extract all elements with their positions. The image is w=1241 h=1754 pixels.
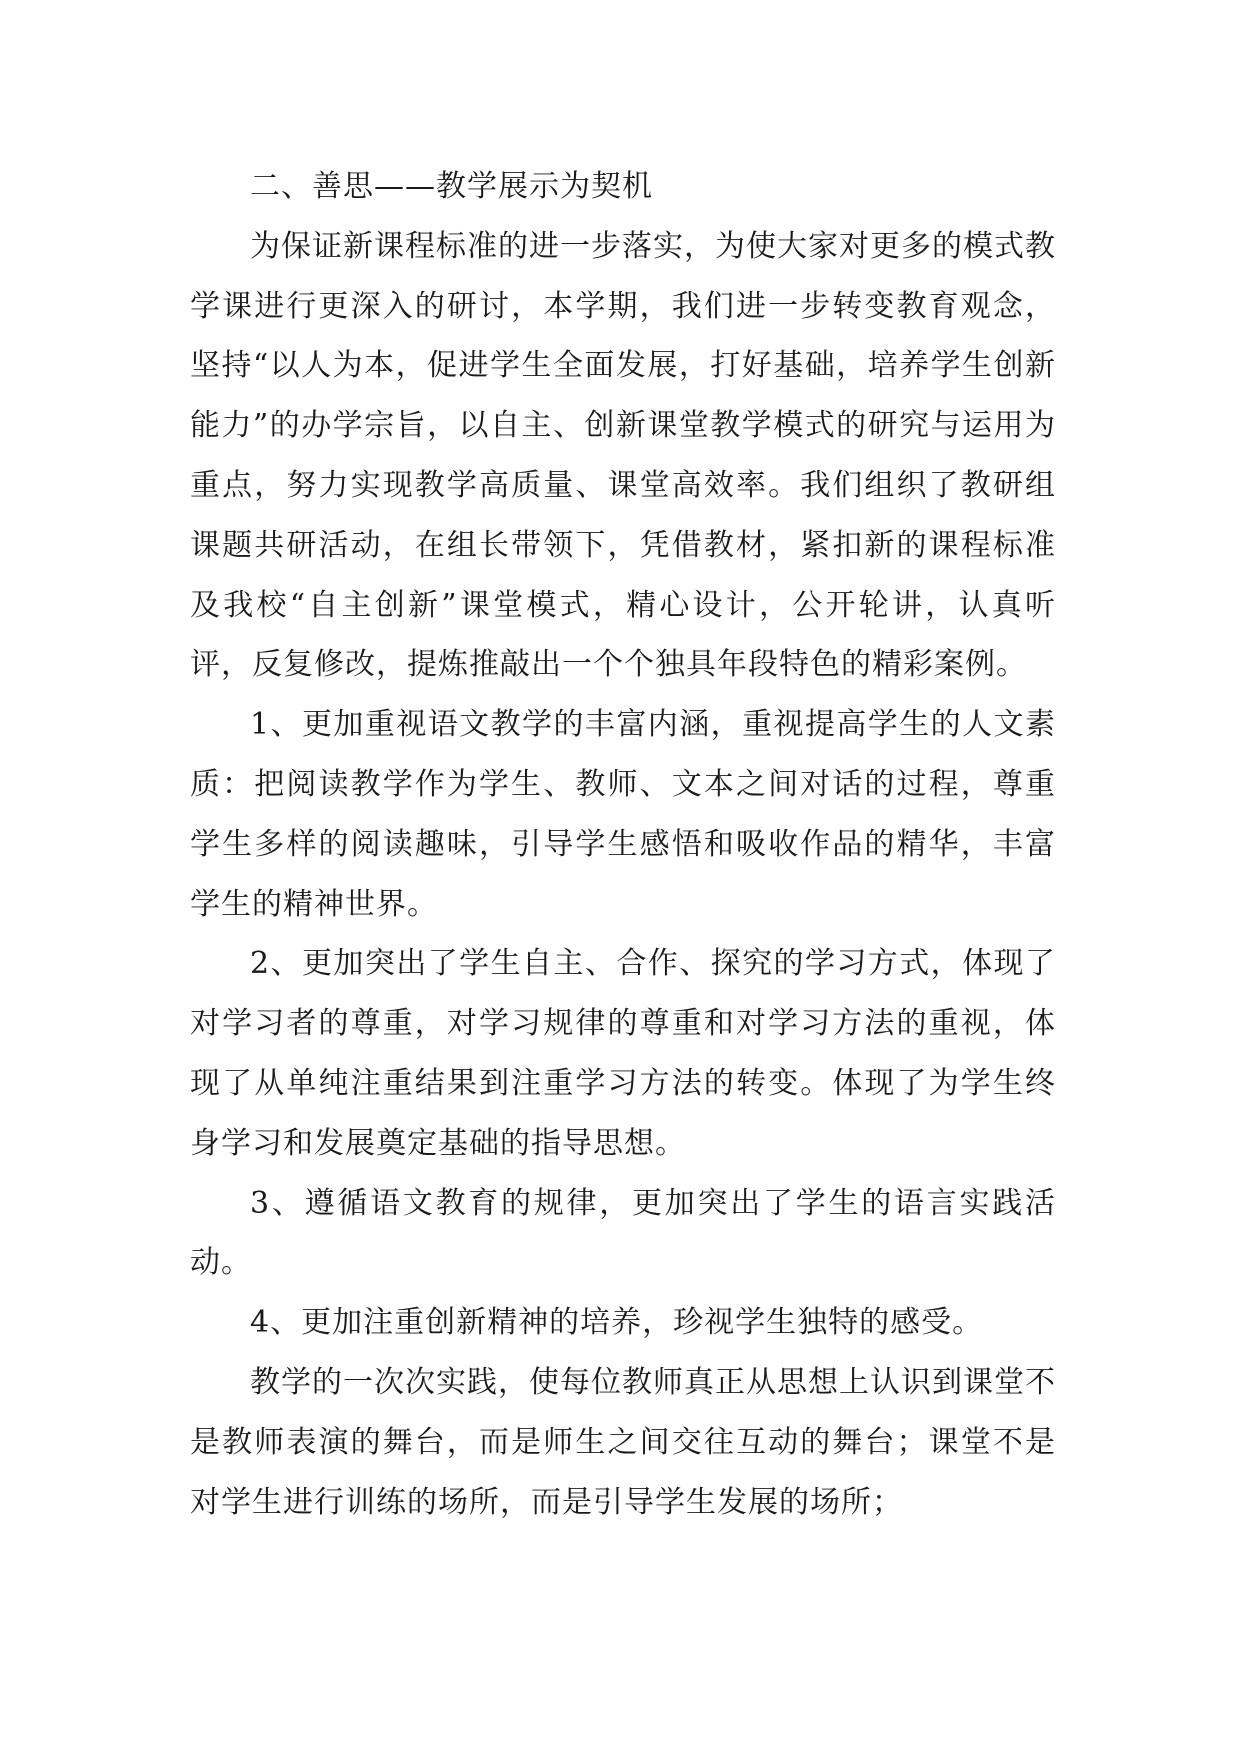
document-body <box>190 157 1056 1532</box>
paragraph-conclusion: 教学的一次次实践，使每位教师真正从思想上认识到课堂不是教师表演的舞台，而是师生之间交往互动的舞台；课堂不是对学生进行训练的场所，而是引导学生发展的场所； <box>190 1364 1056 1520</box>
paragraph-point-4: 4、更加注重创新精神的培养，珍视学生独特的感受。 <box>250 1305 984 1341</box>
paragraph-point-2: 2、更加突出了学生自主、合作、探究的学习方式，体现了对学习者的尊重，对学习规律的尊重和对学习方法的重视，体现了从单纯注重结果到注重学习方法的转变。体现了为学生终身学习和发展奠定基础的指导思想。 <box>190 946 1056 1161</box>
section-heading: 二、善思——教学展示为契机 <box>250 169 653 204</box>
paragraph-point-1: 1、更加重视语文教学的丰富内涵，重视提高学生的人文素质：把阅读教学作为学生、教师、文本之间对话的过程，尊重学生多样的阅读趣味，引导学生感悟和吸收作品的精华，丰富学生的精神世界。 <box>190 707 1056 922</box>
paragraph-point-3: 3、遵循语文教育的规律，更加突出了学生的语言实践活动。 <box>190 1185 1056 1281</box>
paragraph-intro: 为保证新课程标准的进一步落实，为使大家对更多的模式教学课进行更深入的研讨，本学期，我们进一步转变教育观念，坚持“以人为本，促进学生全面发展，打好基础，培养学生创新能力”的办学宗旨，以自主、创新课堂教学模式的研究与运用为重点，努力实现教学高质量、课堂高效率。我们组织了教研组课题共研活动，在组长带领下，凭借教材，紧扣新的课程标准及我校“自主创新”课堂模式，精心设计，公开轮讲，认真听评，反复修改，提炼推敲出一个个独具年段特色的精彩案例。 <box>190 228 1056 683</box>
